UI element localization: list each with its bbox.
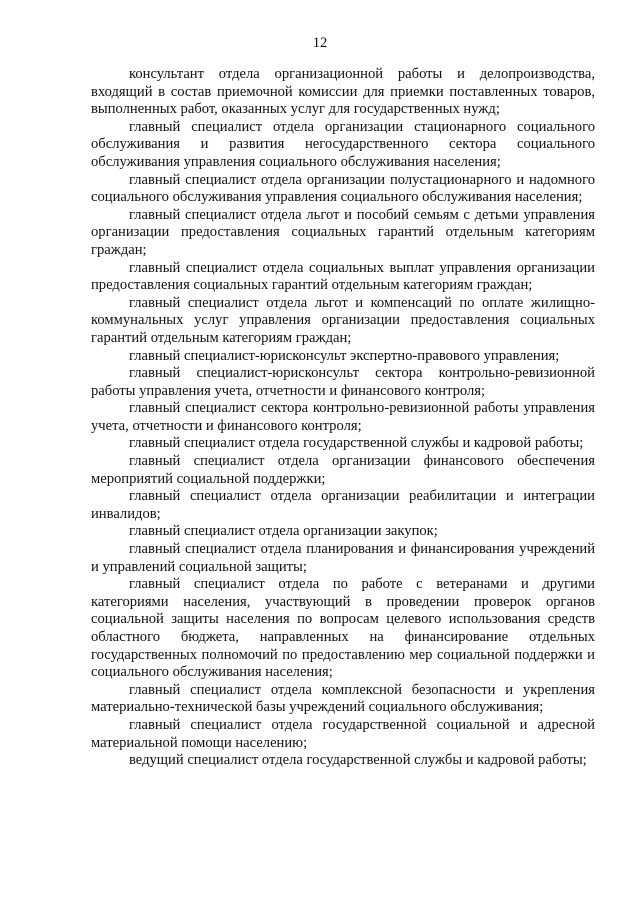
position-list-item: главный специалист отдела социальных выплат управления организации предоставления социальных гарантий отдельным категориям граждан; bbox=[91, 259, 595, 294]
position-list-item: главный специалист отдела льгот и компенсаций по оплате жилищно-коммунальных услуг управления организации предоставления социальных гарантий отдельным категориям граждан; bbox=[91, 294, 595, 346]
position-list-item: главный специалист отдела государственной службы и кадровой работы; bbox=[129, 435, 584, 452]
position-list-item: главный специалист отдела организации реабилитации и интеграции инвалидов; bbox=[91, 488, 595, 522]
position-list-item: главный специалист отдела организации финансового обеспечения мероприятий социальной поддержки; bbox=[91, 453, 595, 487]
position-list-item: ведущий специалист отдела государственной службы и кадровой работы; bbox=[129, 752, 587, 769]
position-list-item: главный специалист сектора контрольно-ревизионной работы управления учета, отчетности и финансового контроля; bbox=[91, 400, 595, 434]
position-list-item: главный специалист отдела организации полустационарного и надомного социального обслуживания управления социального обслуживания населения; bbox=[91, 171, 595, 206]
position-list-item: главный специалист отдела планирования и финансирования учреждений и управлений социальной защиты; bbox=[91, 541, 595, 575]
position-list-item: главный специалист-юрисконсульт экспертно-правового управления; bbox=[129, 347, 560, 364]
position-list-item: главный специалист отдела комплексной безопасности и укрепления материально-технической базы учреждений социального обслуживания; bbox=[91, 681, 595, 716]
position-list-item: консультант отдела организационной работы и делопроизводства, входящий в состав приемочной комиссии для приемки поставленных товаров, выполненных работ, оказанных услуг для государственных нужд; bbox=[91, 66, 595, 118]
document-body bbox=[91, 66, 595, 770]
position-list-item: главный специалист отдела государственной социальной и адресной материальной помощи населению; bbox=[91, 716, 595, 751]
page-number: 12 bbox=[312, 35, 328, 51]
position-list-item: главный специалист отдела организации закупок; bbox=[129, 523, 438, 540]
position-list-item: главный специалист отдела по работе с ветеранами и другими категориями населения, участвующий в проведении проверок органов социальной защиты населения по вопросам целевого использования средств областного бюджета, направленных на финансирование отдельных государственных полномочий по предоставлению мер социальной поддержки и социального обслуживания населения; bbox=[91, 576, 595, 681]
position-list-item: главный специалист отдела организации стационарного социального обслуживания и развития негосударственного сектора социального обслуживания управления социального обслуживания населения; bbox=[91, 118, 595, 170]
position-list-item: главный специалист отдела льгот и пособий семьям с детьми управления организации предоставления социальных гарантий отдельным категориям граждан; bbox=[91, 206, 595, 258]
position-list-item: главный специалист-юрисконсульт сектора контрольно-ревизионной работы управления учета, отчетности и финансового контроля; bbox=[91, 365, 595, 399]
